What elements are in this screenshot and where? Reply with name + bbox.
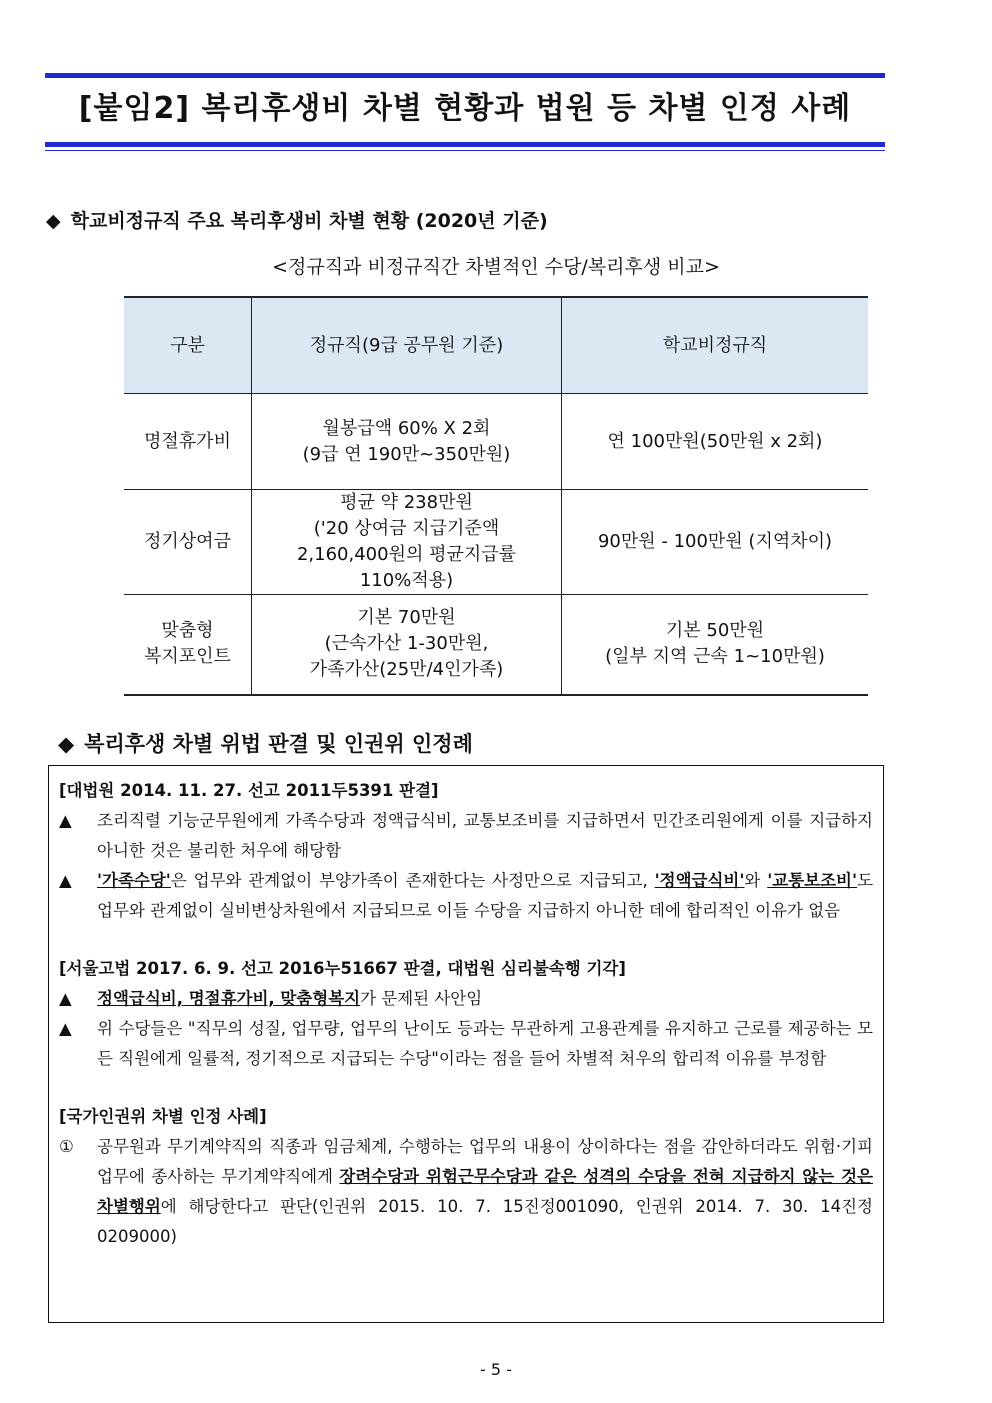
triangle-icon: ▲ [59,1019,72,1038]
row-regular [252,394,562,490]
bullet-text: 에 해당한다고 판단(인권위 2015. 10. 7. 15진정001090, 인권위 2014. 7. 30. 14진정0209000) [97,1197,873,1246]
row-category [124,394,252,490]
table-row [124,394,868,490]
case1-bullet-2 [59,866,873,926]
cell-line: 가족가산(25만/4인가족) [309,659,504,681]
table-row [124,595,868,695]
row-regular [252,595,562,695]
row-regular [252,490,562,595]
section2-heading [58,728,473,758]
underlined-term: 정액급식비, 명절휴가비, 맞춤형복지 [97,989,361,1008]
cell-line: ('20 상여금 지급기준액 [313,518,500,539]
section1-heading-text: 학교비정규직 주요 복리후생비 차별 현황 (2020년 기준) [70,210,548,232]
title-box [45,73,885,147]
bullet-text: 조리직렬 기능군무원에게 가족수당과 정액급식비, 교통보조비를 지급하면서 민간조리원에게 이를 지급하지 아니한 것은 불리한 처우에 해당함 [97,811,873,860]
bullet-text: 은 업무와 관계없이 부양가족이 존재한다는 사정만으로 지급되고, [170,871,655,890]
triangle-icon: ▲ [59,811,72,830]
spacer [59,1074,873,1102]
case2-bullet-1 [59,984,873,1014]
case-box [48,765,884,1323]
triangle-icon: ▲ [59,989,72,1008]
cell-line: 2,160,400원의 평균지급률 [296,544,517,565]
case2-bullet-2 [59,1014,873,1074]
case1-title: [대법원 2014. 11. 27. 선고 2011두5391 판결] [59,781,439,800]
triangle-icon: ▲ [59,871,72,890]
case3-title: [국가인권위 차별 인정 사례] [59,1107,267,1126]
cell-line: (일부 지역 근속 1~10만원) [605,646,825,668]
cell-line: 90만원 - 100만원 (지역차이) [597,531,833,552]
table-caption: <정규직과 비정규직간 차별적인 수당/복리후생 비교> [272,256,720,278]
cell-line: 평균 약 238만원 [340,492,473,513]
page-title: [붙임2] 복리후생비 차별 현황과 법원 등 차별 인정 사례 [78,91,852,126]
title-rule-top [45,73,885,78]
cell-line: 기본 70만원 [357,607,456,629]
cell-line: 기본 50만원 [665,620,765,642]
header-nonregular: 학교비정규직 [562,297,869,394]
row-nonregular [562,394,869,490]
row-nonregular [562,595,869,695]
cell-line: 월봉급액 60% X 2회 [322,417,491,439]
cell-line: 명절휴가비 [144,430,231,452]
row-category [124,595,252,695]
cell-line: 연 100만원(50만원 x 2회) [607,430,823,452]
diamond-icon: ◆ [46,210,61,232]
page-number: - 5 - [480,1360,512,1379]
section2-heading-text: 복리후생 차별 위법 판결 및 인권위 인정례 [84,732,473,756]
title-rule-bottom-thin [45,150,885,151]
cell-line: 복지포인트 [144,646,231,668]
bullet-text: 공무원과 무기계약직의 직종과 임금체계, 수행하는 업무의 내용이 상이하다는 점을 감안하더라도 위험·기피업무에 종사하는 무기계약직에게 [97,1137,873,1186]
header-regular: 정규직(9급 공무원 기준) [252,297,562,394]
table-header-row [124,297,868,394]
case1-bullet-1 [59,806,873,866]
underlined-term: 장려수당과 위험근무수당과 같은 성격의 수당을 전혀 지급하지 않는 것은 차별행위 [97,1167,873,1216]
underlined-term: '교통보조비' [767,871,858,890]
case3-bullet-1 [59,1132,873,1252]
case2-title: [서울고법 2017. 6. 9. 선고 2016누51667 판결, 대법원 심리불속행 기각] [59,959,626,978]
row-nonregular [562,490,869,595]
row-category [124,490,252,595]
bullet-text: 가 문제된 사안임 [360,989,483,1008]
cell-line: 맞춤형 [161,620,214,642]
cell-line: (근속가산 1-30만원, [324,633,489,655]
title-rule-bottom [45,142,885,147]
bullet-text: 도 업무와 관계없이 실비변상차원에서 지급되므로 이들 수당을 지급하지 아니한 데에 합리적인 이유가 없음 [97,871,874,920]
diamond-icon: ◆ [58,732,75,756]
comparison-table [124,296,868,696]
underlined-term: '가족수당' [97,871,171,890]
spacer [59,926,873,954]
section1-heading [46,206,548,233]
table-row [124,490,868,595]
underlined-term: '정액급식비' [654,871,745,890]
bullet-text: 와 [744,871,768,890]
cell-line: (9급 연 190만~350만원) [302,443,511,465]
header-category: 구분 [124,297,252,394]
cell-line: 정기상여금 [144,531,231,552]
circled-one-icon: ① [59,1137,74,1156]
cell-line: 110%적용) [359,570,454,591]
bullet-text: 위 수당들은 "직무의 성질, 업무량, 업무의 난이도 등과는 무관하게 고용관계를 유지하고 근로를 제공하는 모든 직원에게 일률적, 정기적으로 지급되는 수당"이라는 점을 들어 차별적 처우의 합리적 이유를 부정함 [97,1019,873,1068]
